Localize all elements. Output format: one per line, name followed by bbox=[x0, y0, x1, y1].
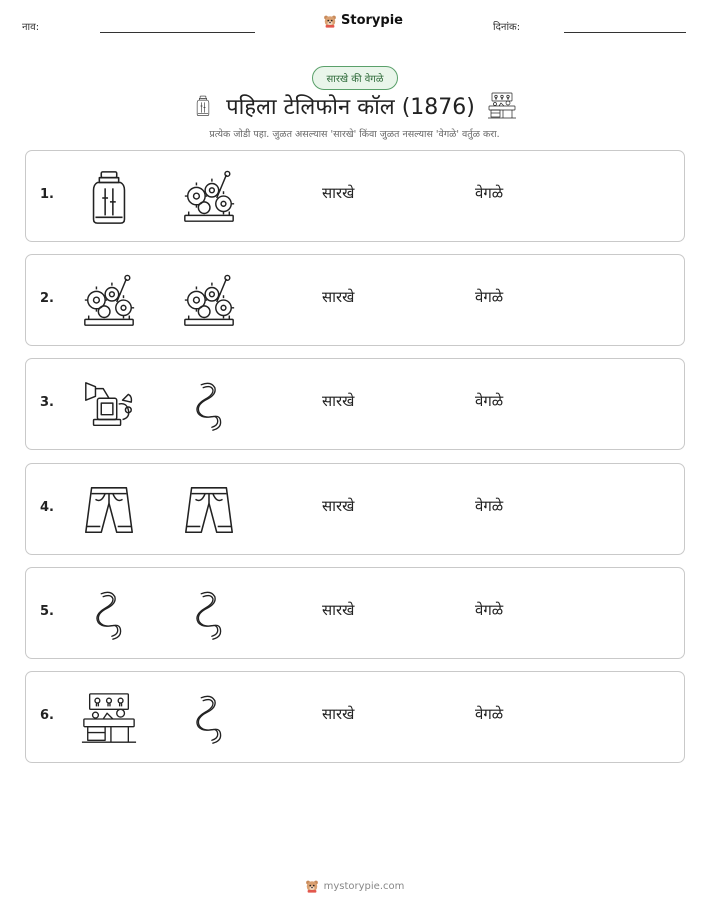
gear-machine-icon bbox=[180, 273, 238, 331]
wire-icon bbox=[80, 586, 138, 644]
gear-machine-icon bbox=[180, 169, 238, 227]
row-number: 4. bbox=[40, 499, 54, 515]
option-same[interactable]: सारखे bbox=[322, 184, 355, 202]
option-same[interactable]: सारखे bbox=[322, 496, 355, 515]
storypie-logo bbox=[323, 13, 403, 28]
wire-icon bbox=[180, 586, 238, 644]
option-different[interactable]: वेगळे bbox=[475, 600, 504, 619]
option-different[interactable]: वेगळे bbox=[475, 288, 504, 307]
row-number: 1. bbox=[40, 187, 54, 202]
trousers-icon bbox=[80, 482, 138, 540]
option-different[interactable]: वेगळे bbox=[475, 184, 504, 202]
option-same[interactable]: सारखे bbox=[322, 600, 355, 619]
option-same[interactable]: सारखे bbox=[322, 288, 355, 307]
trousers-icon bbox=[180, 482, 238, 540]
option-different[interactable]: वेगळे bbox=[475, 496, 504, 515]
option-same[interactable]: सारखे bbox=[322, 705, 355, 723]
date-label: दिनांक: bbox=[493, 22, 521, 33]
name-line[interactable] bbox=[100, 32, 255, 33]
footer-url: mystorypie.com bbox=[323, 880, 405, 892]
workshop-icon bbox=[80, 690, 138, 748]
wire-icon bbox=[180, 690, 238, 748]
workshop-icon bbox=[487, 91, 517, 121]
exercise-row bbox=[25, 671, 685, 763]
name-label: नाव: bbox=[22, 22, 40, 33]
footer bbox=[0, 879, 709, 893]
row-number: 3. bbox=[40, 395, 54, 411]
instructions: प्रत्येक जोडी पहा. जुळत असल्यास 'सारखे' किंवा जुळत नसल्यास 'वेगळे' वर्तुळ करा. bbox=[209, 129, 500, 140]
exercise-row bbox=[25, 463, 685, 555]
bear-logo-icon bbox=[305, 879, 319, 893]
option-same[interactable]: सारखे bbox=[322, 392, 355, 411]
page-title: पहिला टेलिफोन कॉल (1876) bbox=[226, 95, 475, 120]
option-different[interactable]: वेगळे bbox=[475, 392, 504, 411]
row-number: 5. bbox=[40, 603, 54, 619]
activity-badge: सारखे की वेगळे bbox=[312, 66, 398, 90]
battery-jar-icon bbox=[192, 91, 214, 121]
exercise-row bbox=[25, 358, 685, 450]
option-different[interactable]: वेगळे bbox=[475, 705, 504, 723]
brand-name: Storypie bbox=[341, 13, 403, 28]
gear-machine-icon bbox=[80, 273, 138, 331]
wire-icon bbox=[180, 377, 238, 435]
exercise-row bbox=[25, 567, 685, 659]
exercise-row bbox=[25, 254, 685, 346]
worksheet-header bbox=[0, 0, 709, 50]
bear-logo-icon bbox=[323, 14, 337, 28]
battery-jar-icon bbox=[80, 169, 138, 227]
title-row bbox=[0, 90, 709, 122]
row-number: 2. bbox=[40, 291, 54, 307]
exercise-row bbox=[25, 150, 685, 242]
row-number: 6. bbox=[40, 708, 54, 723]
date-line[interactable] bbox=[564, 32, 686, 33]
early-telephone-icon bbox=[80, 377, 138, 435]
